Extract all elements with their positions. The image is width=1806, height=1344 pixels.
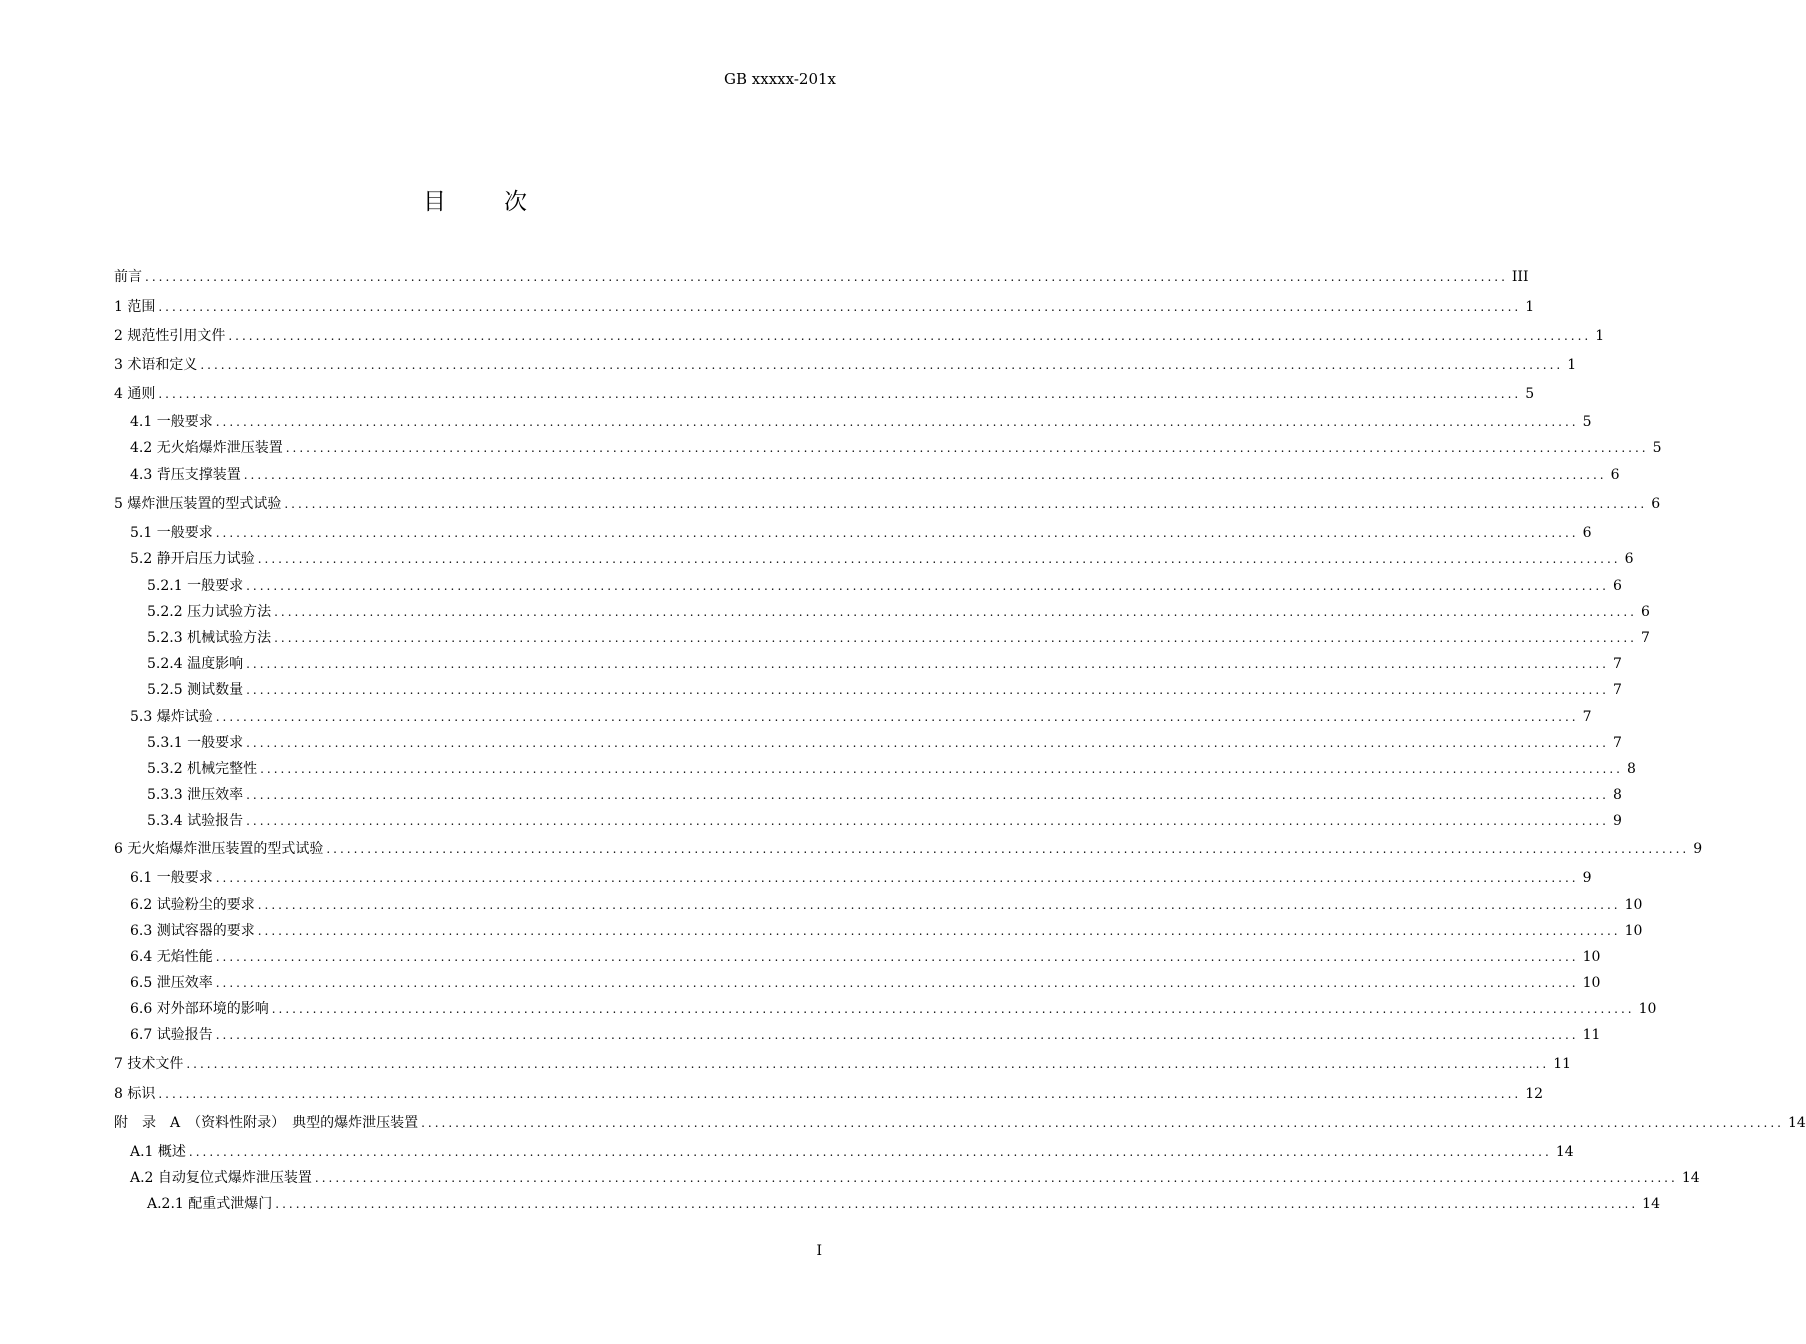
toc-entry-page: 1 bbox=[1595, 328, 1605, 344]
toc-entry[interactable] bbox=[114, 786, 1622, 804]
toc-entry-page: 10 bbox=[1624, 897, 1643, 913]
toc-leader-dots: ........................................................................................................................................................................................................ bbox=[215, 1028, 1579, 1042]
toc-entry-label: 4 通则 bbox=[114, 386, 156, 402]
toc-title-char-2: 次 bbox=[504, 189, 527, 215]
toc-entry[interactable] bbox=[114, 974, 1601, 992]
toc-entry-label: 5.3.3 泄压效率 bbox=[147, 787, 244, 803]
toc-entry-label: 6 无火焰爆炸泄压装置的型式试验 bbox=[114, 841, 324, 857]
toc-entry-page: 9 bbox=[1582, 870, 1592, 886]
toc-entry-label: 6.4 无焰性能 bbox=[130, 949, 213, 965]
toc-entry-label: 7 技术文件 bbox=[114, 1056, 184, 1072]
page-number: I bbox=[816, 1243, 822, 1259]
toc-leader-dots: ........................................................................................................................................................................................................ bbox=[314, 1171, 1678, 1185]
toc-entry-page: 5 bbox=[1582, 414, 1592, 430]
toc-entry-label: 8 标识 bbox=[114, 1086, 156, 1102]
toc-entry-label: A.1 概述 bbox=[130, 1144, 186, 1160]
toc-entry[interactable] bbox=[114, 413, 1592, 431]
toc-entry-page: 6 bbox=[1612, 578, 1622, 594]
standard-code: GB xxxxx-201x bbox=[724, 70, 836, 88]
toc-leader-dots: ........................................................................................................................................................................................................ bbox=[246, 814, 1609, 828]
toc-entry-page: III bbox=[1511, 269, 1529, 285]
toc-entry-page: 14 bbox=[1681, 1170, 1700, 1186]
toc-title bbox=[0, 183, 950, 216]
toc-entry-label: 4.3 背压支撑装置 bbox=[130, 467, 241, 483]
toc-leader-dots: ........................................................................................................................................................................................................ bbox=[246, 788, 1609, 802]
toc-entry-page: 6 bbox=[1610, 467, 1620, 483]
toc-leader-dots: ........................................................................................................................................................................................................ bbox=[215, 871, 1579, 885]
toc-entry-page: 1 bbox=[1525, 299, 1535, 315]
toc-entry-page: 10 bbox=[1582, 975, 1601, 991]
toc-leader-dots: ........................................................................................................................................................................................................ bbox=[215, 526, 1579, 540]
toc-entry[interactable] bbox=[114, 603, 1650, 621]
toc-entry-label: 5.2.5 测试数量 bbox=[147, 682, 244, 698]
toc-entry-page: 8 bbox=[1626, 761, 1636, 777]
toc-leader-dots: ........................................................................................................................................................................................................ bbox=[215, 415, 1579, 429]
toc-leader-dots: ........................................................................................................................................................................................................ bbox=[158, 300, 1522, 314]
toc-entry[interactable] bbox=[114, 466, 1620, 484]
toc-leader-dots: ........................................................................................................................................................................................................ bbox=[145, 270, 1508, 284]
toc-entry[interactable] bbox=[114, 760, 1636, 778]
toc-entry-page: 12 bbox=[1525, 1086, 1544, 1102]
toc-leader-dots: ........................................................................................................................................................................................................ bbox=[243, 468, 1607, 482]
toc-entry-page: 7 bbox=[1640, 630, 1650, 646]
toc-entry-label: 6.2 试验粉尘的要求 bbox=[130, 897, 255, 913]
toc-entry[interactable] bbox=[114, 1055, 1572, 1073]
toc-entry[interactable] bbox=[114, 922, 1643, 940]
toc-entry[interactable] bbox=[114, 524, 1592, 542]
toc-leader-dots: ........................................................................................................................................................................................................ bbox=[260, 762, 1623, 776]
toc-leader-dots: ........................................................................................................................................................................................................ bbox=[246, 657, 1609, 671]
toc-entry[interactable] bbox=[114, 1085, 1544, 1103]
toc-entry-label: 6.6 对外部环境的影响 bbox=[130, 1001, 269, 1017]
toc-entry-label: 4.2 无火焰爆炸泄压装置 bbox=[130, 440, 283, 456]
toc-entry-page: 6 bbox=[1582, 525, 1592, 541]
toc-entry-label: 5.2 静开启压力试验 bbox=[130, 551, 255, 567]
toc-leader-dots: ........................................................................................................................................................................................................ bbox=[246, 683, 1609, 697]
toc-entry-page: 6 bbox=[1624, 551, 1634, 567]
toc-leader-dots: ........................................................................................................................................................................................................ bbox=[257, 552, 1621, 566]
toc-entry-label: 6.1 一般要求 bbox=[130, 870, 213, 886]
toc-leader-dots: ........................................................................................................................................................................................................ bbox=[215, 710, 1579, 724]
toc-leader-dots: ........................................................................................................................................................................................................ bbox=[326, 842, 1690, 856]
toc-entry[interactable] bbox=[114, 385, 1535, 403]
toc-entry-page: 8 bbox=[1612, 787, 1622, 803]
toc-entry-label: 附 录 A （资料性附录） 典型的爆炸泄压装置 bbox=[114, 1115, 419, 1131]
toc-entry[interactable] bbox=[114, 896, 1643, 914]
toc-leader-dots: ........................................................................................................................................................................................................ bbox=[215, 950, 1579, 964]
toc-entry-label: 5 爆炸泄压装置的型式试验 bbox=[114, 496, 282, 512]
toc-entry-label: 5.1 一般要求 bbox=[130, 525, 213, 541]
toc-entry-label: 1 范围 bbox=[114, 299, 156, 315]
toc-entry-page: 5 bbox=[1525, 386, 1535, 402]
toc-leader-dots: ........................................................................................................................................................................................................ bbox=[215, 976, 1579, 990]
toc-entry-label: 5.2.1 一般要求 bbox=[147, 578, 244, 594]
toc-entry[interactable] bbox=[114, 298, 1535, 316]
toc-entry-label: 5.2.3 机械试验方法 bbox=[147, 630, 272, 646]
toc-entry[interactable] bbox=[114, 812, 1622, 830]
toc-leader-dots: ........................................................................................................................................................................................................ bbox=[257, 924, 1621, 938]
toc-entry-label: A.2.1 配重式泄爆门 bbox=[147, 1196, 273, 1212]
toc-entry-page: 14 bbox=[1642, 1196, 1660, 1212]
toc-leader-dots: ........................................................................................................................................................................................................ bbox=[285, 441, 1649, 455]
toc-leader-dots: ........................................................................................................................................................................................................ bbox=[284, 497, 1648, 511]
toc-leader-dots: ........................................................................................................................................................................................................ bbox=[271, 1002, 1635, 1016]
toc-leader-dots: ........................................................................................................................................................................................................ bbox=[188, 1145, 1552, 1159]
toc-leader-dots: ........................................................................................................................................................................................................ bbox=[246, 736, 1609, 750]
toc-leader-dots: ........................................................................................................................................................................................................ bbox=[274, 631, 1637, 645]
toc-entry-page: 7 bbox=[1612, 735, 1622, 751]
toc-entry-page: 7 bbox=[1612, 656, 1622, 672]
toc-entry-label: 前言 bbox=[114, 269, 142, 285]
toc-entry-page: 10 bbox=[1638, 1001, 1657, 1017]
toc-leader-dots: ........................................................................................................................................................................................................ bbox=[228, 329, 1592, 343]
toc-entry-page: 14 bbox=[1555, 1144, 1574, 1160]
toc-entry[interactable] bbox=[114, 495, 1661, 513]
toc-entry-label: 6.7 试验报告 bbox=[130, 1027, 213, 1043]
toc-entry-label: 5.3 爆炸试验 bbox=[130, 709, 213, 725]
toc-entry[interactable] bbox=[114, 1195, 1660, 1213]
toc-entry[interactable] bbox=[114, 681, 1622, 699]
toc-entry-page: 6 bbox=[1640, 604, 1650, 620]
toc-entry-page: 1 bbox=[1567, 357, 1577, 373]
toc-leader-dots: ........................................................................................................................................................................................................ bbox=[421, 1116, 1784, 1130]
toc-entry-page: 10 bbox=[1582, 949, 1601, 965]
toc-leader-dots: ........................................................................................................................................................................................................ bbox=[158, 387, 1522, 401]
toc-leader-dots: ........................................................................................................................................................................................................ bbox=[246, 579, 1609, 593]
toc-entry[interactable] bbox=[114, 327, 1605, 345]
toc-entry[interactable] bbox=[114, 1169, 1700, 1187]
toc-entry[interactable] bbox=[114, 577, 1622, 595]
toc-entry[interactable] bbox=[114, 268, 1529, 286]
toc-entry[interactable] bbox=[114, 1143, 1574, 1161]
toc-entry[interactable] bbox=[114, 1114, 1806, 1132]
toc-entry-page: 14 bbox=[1788, 1115, 1806, 1131]
toc-entry[interactable] bbox=[114, 550, 1634, 568]
toc-entry-page: 11 bbox=[1582, 1027, 1601, 1043]
toc-entry[interactable] bbox=[114, 1026, 1601, 1044]
toc-entry-label: 5.3.4 试验报告 bbox=[147, 813, 244, 829]
toc-entry-label: 6.3 测试容器的要求 bbox=[130, 923, 255, 939]
toc-entry[interactable] bbox=[114, 869, 1592, 887]
toc-leader-dots: ........................................................................................................................................................................................................ bbox=[274, 605, 1637, 619]
toc-entry-label: 5.2.4 温度影响 bbox=[147, 656, 244, 672]
toc-entry-page: 7 bbox=[1612, 682, 1622, 698]
toc-entry-label: 5.3.2 机械完整性 bbox=[147, 761, 258, 777]
toc-leader-dots: ........................................................................................................................................................................................................ bbox=[158, 1087, 1522, 1101]
toc-entry-label: 5.3.1 一般要求 bbox=[147, 735, 244, 751]
toc-entry[interactable] bbox=[114, 655, 1622, 673]
toc-entry-page: 5 bbox=[1652, 440, 1662, 456]
toc-entry-page: 11 bbox=[1553, 1056, 1572, 1072]
toc-entry[interactable] bbox=[114, 948, 1601, 966]
toc-entry-page: 7 bbox=[1582, 709, 1592, 725]
toc-entry[interactable] bbox=[114, 629, 1650, 647]
toc-entry[interactable] bbox=[114, 439, 1662, 457]
toc-entry[interactable] bbox=[114, 708, 1592, 726]
toc-entry-label: 5.2.2 压力试验方法 bbox=[147, 604, 272, 620]
toc-entry-page: 9 bbox=[1612, 813, 1622, 829]
toc-entry-page: 9 bbox=[1693, 841, 1703, 857]
toc-entry-label: A.2 自动复位式爆炸泄压装置 bbox=[130, 1170, 312, 1186]
toc-entry-label: 4.1 一般要求 bbox=[130, 414, 213, 430]
toc-entry-label: 3 术语和定义 bbox=[114, 357, 198, 373]
toc-entry-page: 6 bbox=[1651, 496, 1661, 512]
toc-entry[interactable] bbox=[114, 840, 1703, 858]
toc-entry[interactable] bbox=[114, 1000, 1657, 1018]
toc-leader-dots: ........................................................................................................................................................................................................ bbox=[257, 898, 1621, 912]
toc-leader-dots: ........................................................................................................................................................................................................ bbox=[200, 358, 1564, 372]
toc-entry-label: 2 规范性引用文件 bbox=[114, 328, 226, 344]
toc-entry[interactable] bbox=[114, 356, 1577, 374]
toc-entry[interactable] bbox=[114, 734, 1622, 752]
toc-leader-dots: ........................................................................................................................................................................................................ bbox=[275, 1197, 1639, 1211]
toc-entry-page: 10 bbox=[1624, 923, 1643, 939]
toc-title-char-1: 目 bbox=[423, 189, 446, 215]
toc-entry-label: 6.5 泄压效率 bbox=[130, 975, 213, 991]
toc-leader-dots: ........................................................................................................................................................................................................ bbox=[186, 1057, 1550, 1071]
